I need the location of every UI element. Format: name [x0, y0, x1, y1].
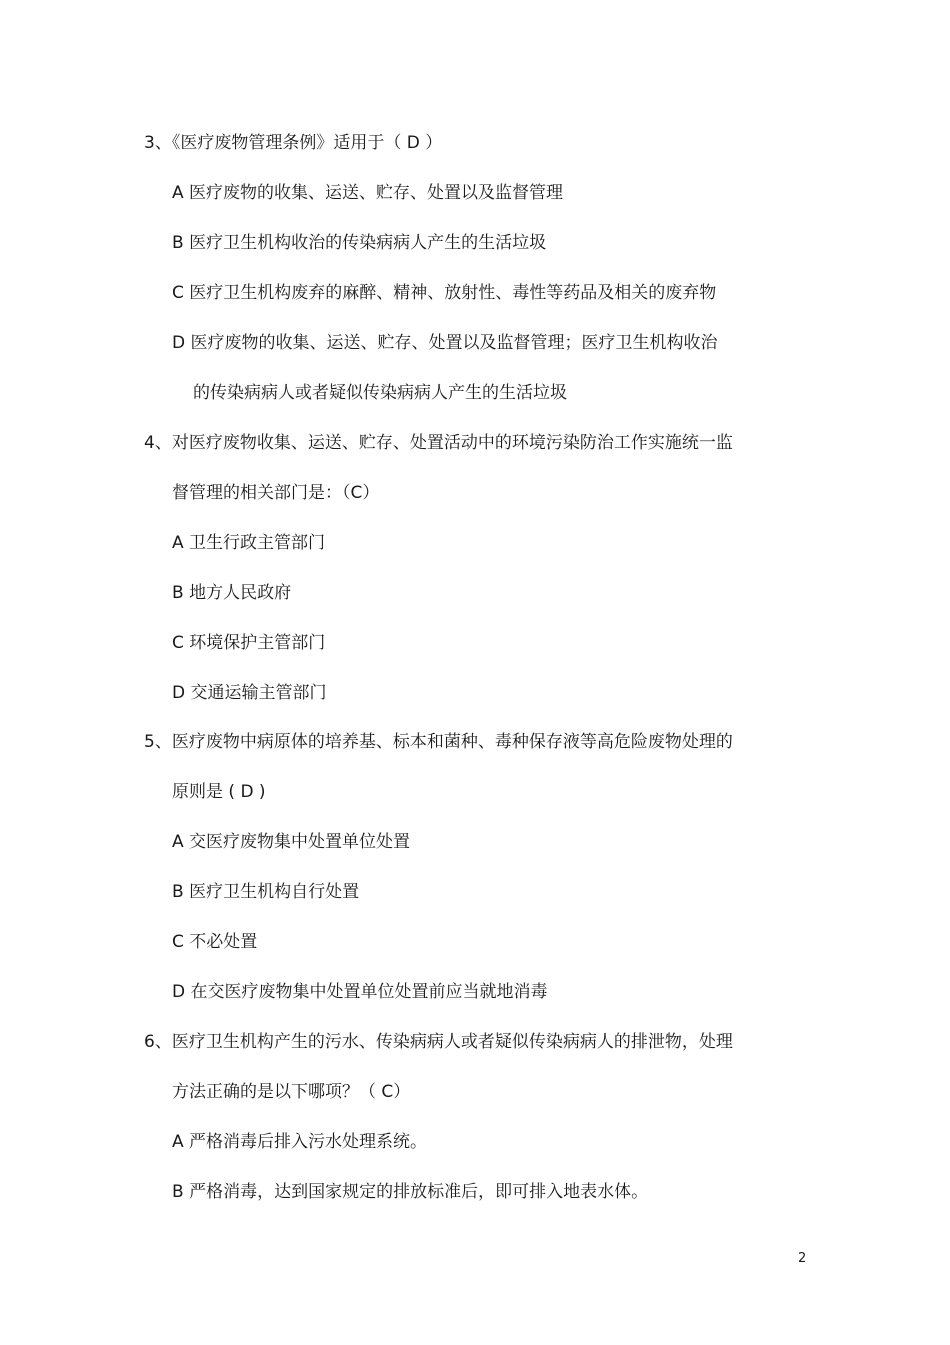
question-5-option-c: C 不必处置	[172, 932, 258, 952]
question-4-stem-continued: 督管理的相关部门是：（C）	[172, 483, 380, 503]
question-3-option-a: A 医疗废物的收集、运送、贮存、处置以及监督管理	[172, 183, 564, 203]
question-5-option-d: D 在交医疗废物集中处置单位处置前应当就地消毒	[172, 982, 548, 1002]
question-3-option-b: B 医疗卫生机构收治的传染病病人产生的生活垃圾	[172, 233, 547, 253]
question-4-option-b: B 地方人民政府	[172, 583, 292, 603]
question-5-stem-continued: 原则是 ( D )	[172, 782, 266, 802]
question-5-option-b: B 医疗卫生机构自行处置	[172, 882, 360, 902]
question-5-option-a: A 交医疗废物集中处置单位处置	[172, 832, 411, 852]
question-4-option-c: C 环境保护主管部门	[172, 633, 326, 653]
question-6-option-b: B 严格消毒，达到国家规定的排放标准后，即可排入地表水体。	[172, 1182, 649, 1202]
question-5-stem: 5、医疗废物中病原体的培养基、标本和菌种、毒种保存液等高危险废物处理的	[144, 732, 733, 752]
question-3-option-d: D 医疗废物的收集、运送、贮存、处置以及监督管理；医疗卫生机构收治	[172, 333, 718, 353]
question-4-option-a: A 卫生行政主管部门	[172, 533, 326, 553]
question-4-option-d: D 交通运输主管部门	[172, 683, 327, 703]
page-number: 2	[798, 1251, 807, 1266]
question-6-option-a: A 严格消毒后排入污水处理系统。	[172, 1132, 428, 1152]
question-3-option-d-continued: 的传染病病人或者疑似传染病病人产生的生活垃圾	[193, 383, 567, 403]
question-6-stem: 6、医疗卫生机构产生的污水、传染病病人或者疑似传染病病人的排泄物，处理	[144, 1032, 733, 1052]
question-3-option-c: C 医疗卫生机构废弃的麻醉、精神、放射性、毒性等药品及相关的废弃物	[172, 283, 717, 303]
question-3-stem: 3、《医疗废物管理条例》适用于（ D ）	[144, 133, 443, 153]
question-4-stem: 4、对医疗废物收集、运送、贮存、处置活动中的环境污染防治工作实施统一监	[144, 433, 733, 453]
question-6-stem-continued: 方法正确的是以下哪项？（ C）	[172, 1082, 411, 1102]
